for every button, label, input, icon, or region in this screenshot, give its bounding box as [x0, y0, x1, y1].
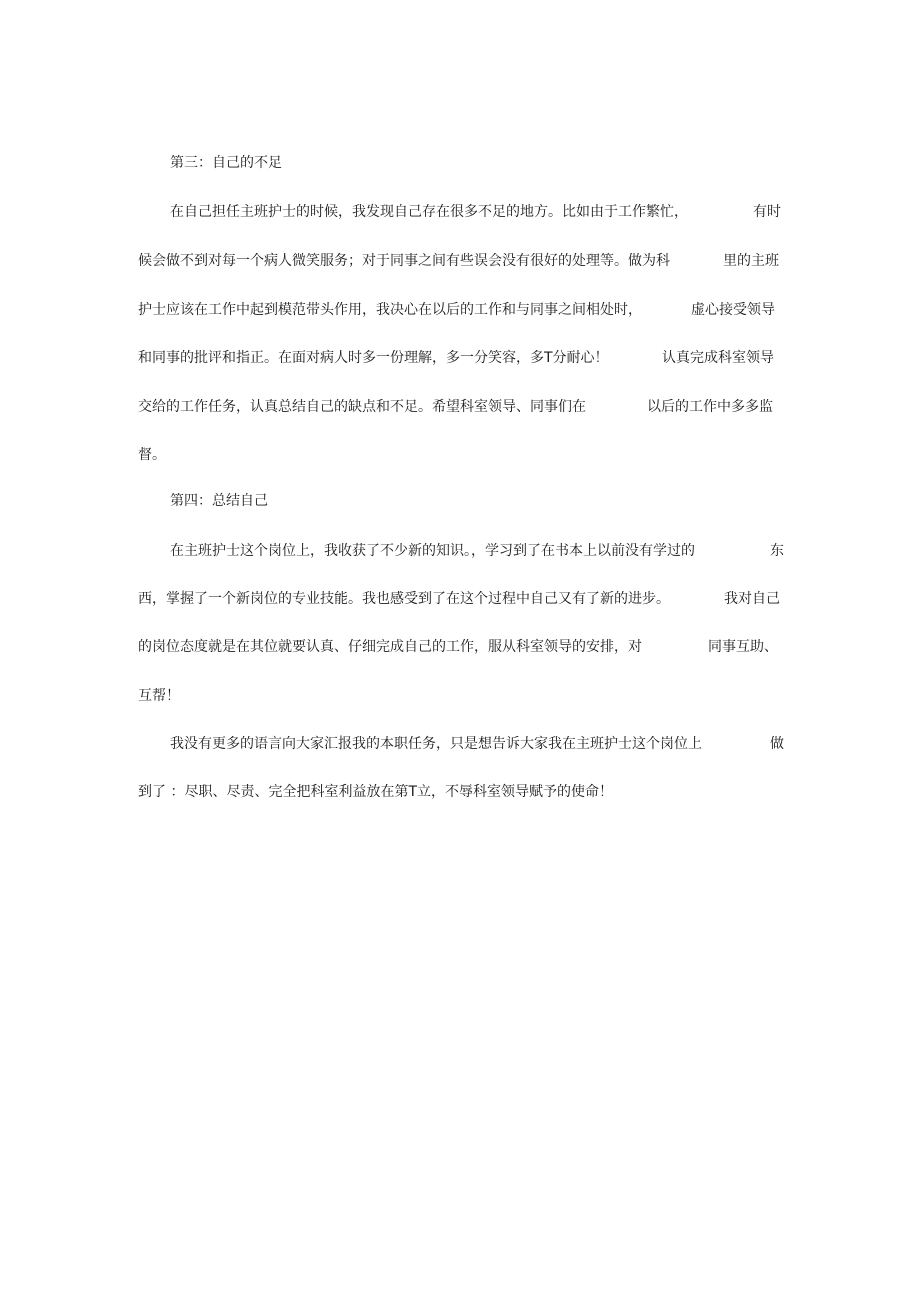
paragraph-line-end: 我对自己	[724, 591, 780, 607]
paragraph-line-end: 做	[770, 736, 784, 752]
section-heading-4: 第四：总结自己	[170, 493, 268, 509]
paragraph-line: 我没有更多的语言向大家汇报我的本职任务，只是想告诉大家我在主班护士这个岗位上	[170, 736, 702, 752]
paragraph-line-end: 认真完成科室领导	[662, 350, 774, 366]
section-heading-3: 第三：自己的不足	[170, 155, 282, 171]
paragraph-line-end: 东	[770, 543, 784, 559]
paragraph-line: 西，掌握了一个新岗位的专业技能。我也感受到了在这个过程中自己又有了新的进步。	[138, 591, 670, 607]
paragraph-line-end: 里的主班	[723, 253, 779, 269]
paragraph-line: 互帮！	[138, 688, 180, 704]
paragraph-line: 候会做不到对每一个病人微笑服务；对于同事之间有些误会没有很好的处理等。做为科	[138, 253, 670, 269]
paragraph-line: 的岗位态度就是在其位就要认真、仔细完成自己的工作，服从科室领导的安排，对	[138, 639, 642, 655]
paragraph-line-end: 以后的工作中多多监	[647, 399, 773, 415]
paragraph-line: 和同事的批评和指正。在面对病人时多一份理解，多一分笑容，多T分耐心！	[138, 350, 609, 366]
paragraph-line: 督。	[138, 447, 166, 463]
paragraph-line-end: 同事互助、	[708, 639, 778, 655]
paragraph-line-end: 有时	[753, 204, 781, 220]
paragraph-line: 到了 ：尽职、尽责、完全把科室利益放在第T立，不辱科室领导赋予的使命！	[138, 784, 613, 800]
paragraph-line-end: 虚心接受领导	[691, 302, 775, 318]
paragraph-line: 在主班护士这个岗位上，我收获了不少新的知识。，学习到了在书本上以前没有学过的	[170, 543, 695, 559]
paragraph-line: 交给的工作任务，认真总结自己的缺点和不足。希望科室领导、同事们在	[138, 399, 586, 415]
paragraph-line: 在自己担任主班护士的时候，我发现自己存在很多不足的地方。比如由于工作繁忙，	[170, 204, 688, 220]
paragraph-line: 护士应该在工作中起到模范带头作用，我决心在以后的工作和与同事之间相处时，	[138, 302, 642, 318]
